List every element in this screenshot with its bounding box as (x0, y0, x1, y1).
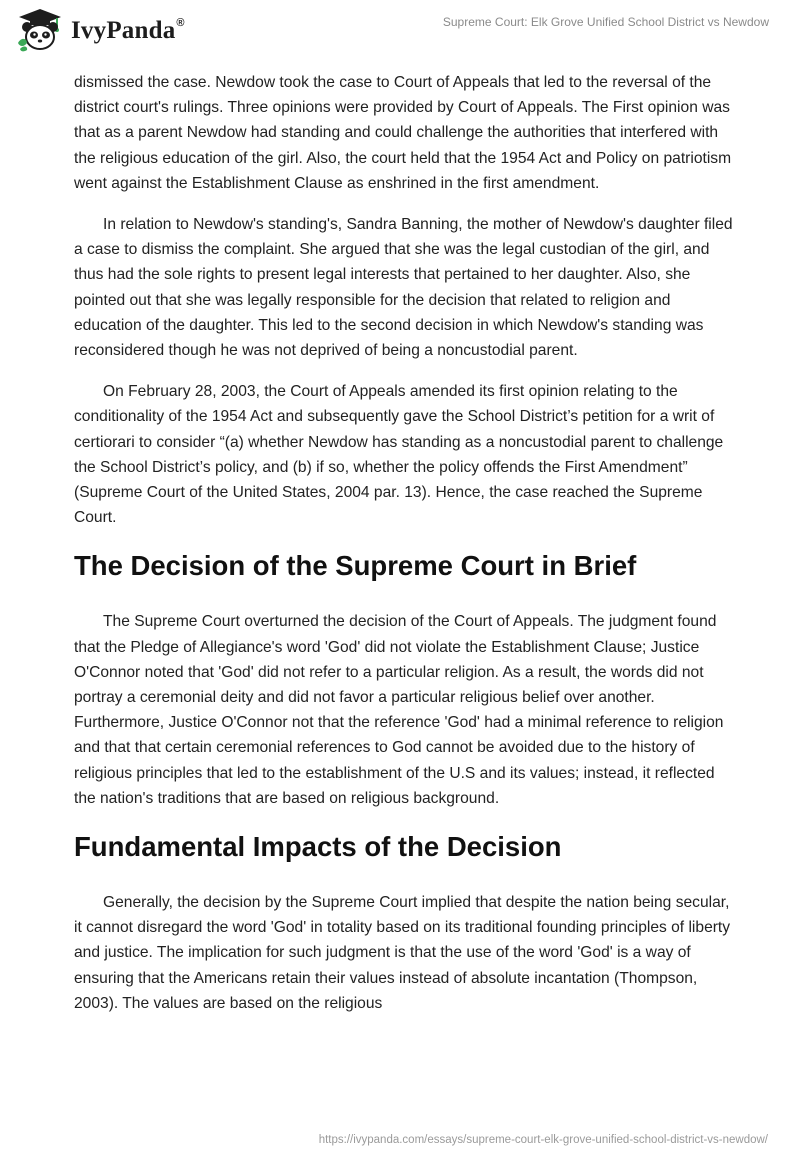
brand-name: IvyPanda® (71, 16, 185, 44)
paragraph: The Supreme Court overturned the decision of the Court of Appeals. The judgment found that the Pledge of Allegiance's word 'God' did not violate the Establishment Clause; Justice O'Connor noted that 'God' did not refer to a particular religion. As a result, the words did not portray a ceremonial deity and did not favor a particular religious belief over another. Furthermore, Justice O'Connor not that the reference 'God' had a minimal reference to religion and that that certain ceremonial references to God cannot be avoided due to the history of religious principles that led to the establishment of the U.S and its values; instead, it reflected the nation's traditions that are based on religious background. (74, 613, 724, 807)
section-heading-decision: The Decision of the Supreme Court in Brief (74, 550, 637, 582)
panda-graduation-cap-icon (15, 7, 65, 53)
paragraph: On February 28, 2003, the Court of Appeals amended its first opinion relating to the conditionality of the 1954 Act and subsequently gave the School District’s petition for a writ of certiorari to consider “(a) whether Newdow has standing as a noncustodial parent to challenge the School District’s policy, and (b) if so, whether the policy offends the First Amendment” (Supreme Court of the United States, 2004 par. 13). Hence, the case reached the Supreme Court. (74, 383, 724, 527)
paragraph: Generally, the decision by the Supreme Court implied that despite the nation being secular, it cannot disregard the word 'God' in totality based on its traditional founding principles of liberty and justice. The implication for such judgment is that the use of the word 'God' is a way of ensuring that the Americans retain their values instead of absolute incantation (Thompson, 2003). The values are based on the religious (74, 894, 731, 1012)
paragraph-continued: dismissed the case. Newdow took the case to Court of Appeals that led to the reversal of the district court's rulings. Three opinions were provided by Court of Appeals. The First opinion was that as a parent Newdow had standing and could challenge the authorities that interfered with the religious education of the girl. Also, the court held that the 1954 Act and Policy on patriotism went against the Establishment Clause as enshrined in the first amendment. (74, 74, 732, 192)
paragraph: In relation to Newdow's standing's, Sandra Banning, the mother of Newdow's daughter filed a case to dismiss the complaint. She argued that she was the legal custodian of the girl, and thus had the sole rights to present legal interests that pertained to her daughter. Also, she pointed out that she was legally responsible for the decision that related to religion and education of the daughter. This led to the second decision in which Newdow's standing was reconsidered though he was not deprived of being a noncustodial parent. (74, 216, 733, 360)
ivypanda-logo[interactable] (15, 7, 185, 53)
section-heading-impacts: Fundamental Impacts of the Decision (74, 831, 562, 863)
page-header (0, 0, 800, 60)
source-url[interactable]: https://ivypanda.com/essays/supreme-court-elk-grove-unified-school-district-vs-newdow/ (318, 1134, 768, 1146)
registered-mark: ® (176, 16, 185, 29)
essay-body (74, 70, 734, 1032)
document-title: Supreme Court: Elk Grove Unified School District vs Newdow (442, 15, 769, 29)
